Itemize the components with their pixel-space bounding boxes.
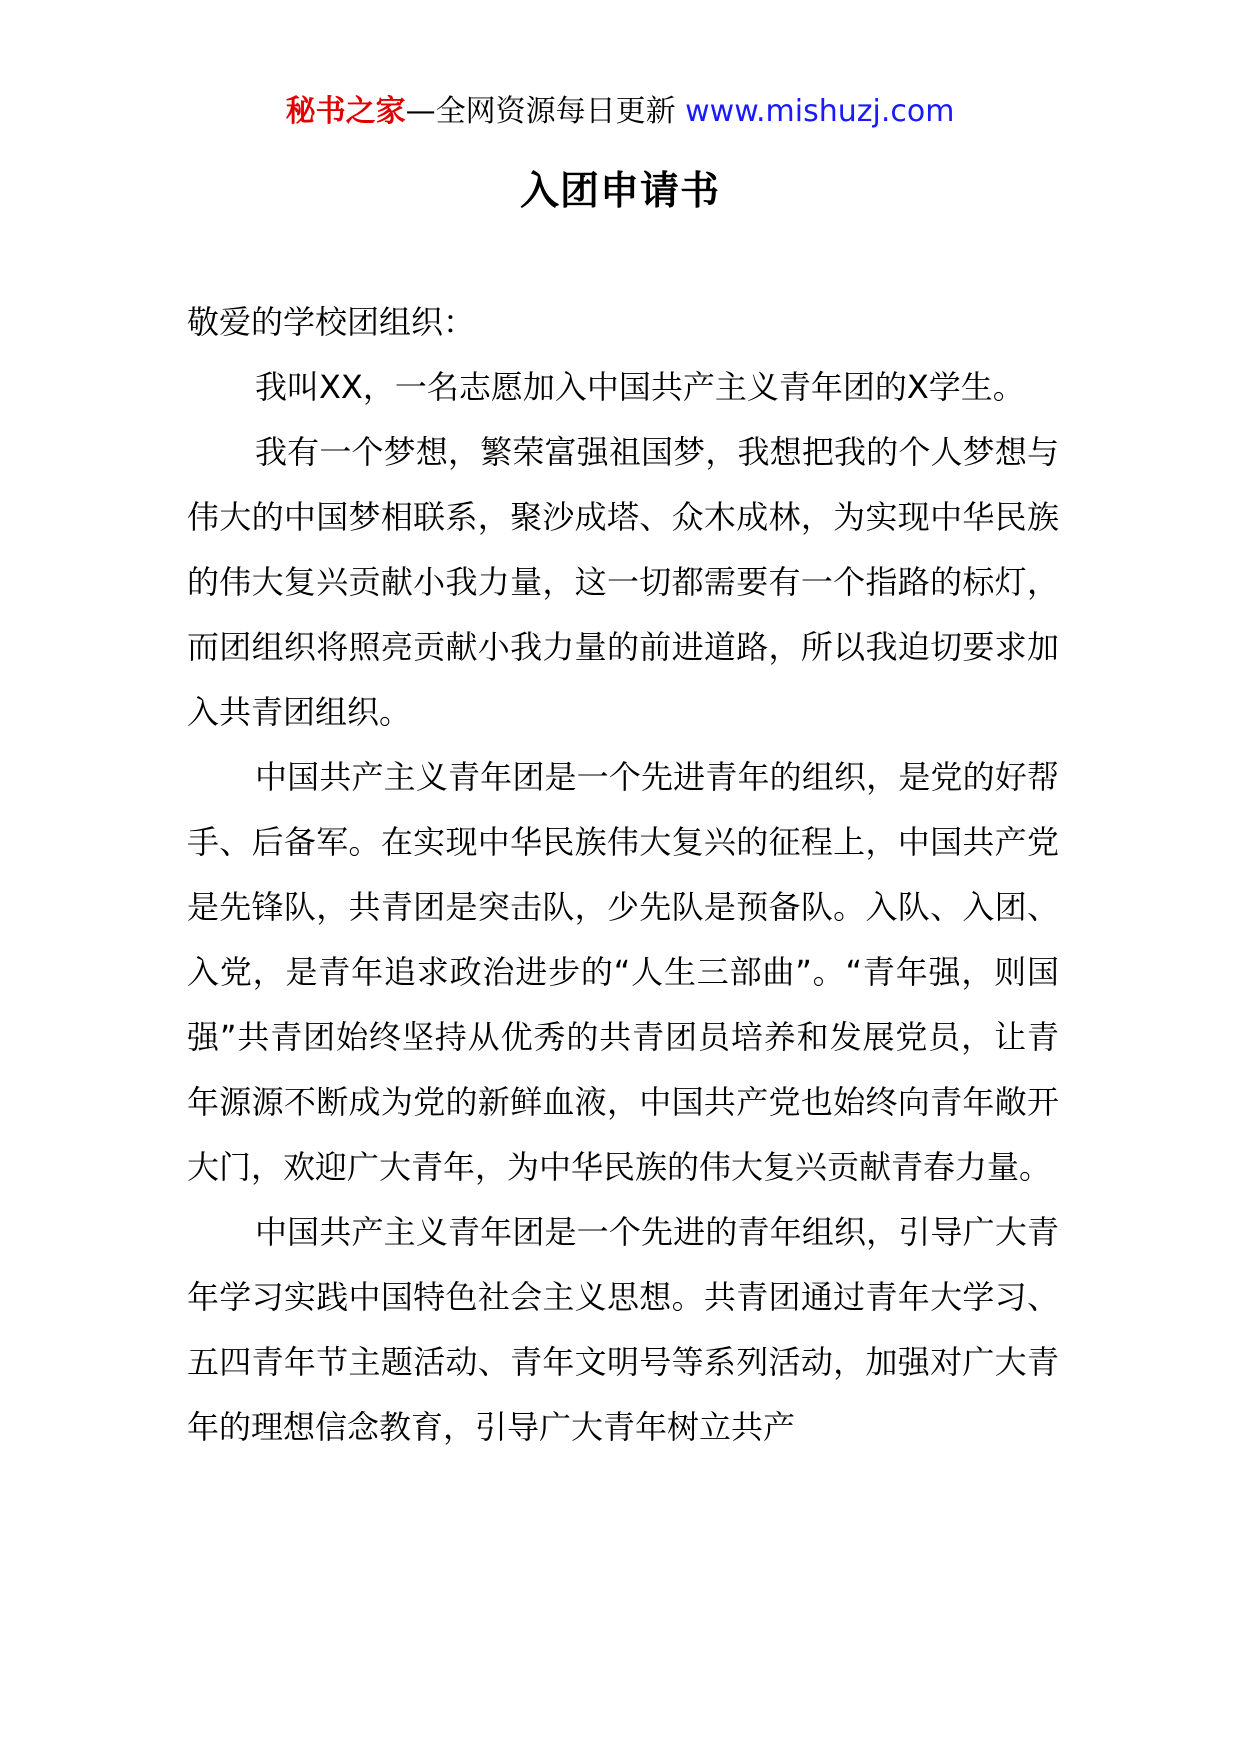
site-header — [0, 90, 1240, 134]
site-url-link[interactable]: www.mishuzj.com — [685, 94, 955, 129]
paragraph-league-role: 中国共产主义青年团是一个先进青年的组织，是党的好帮手、后备军。在实现中华民族伟大复兴的征程上，中国共产党是先锋队，共青团是突击队，少先队是预备队。入队、入团、入党，是青年追求政治进步的“人生三部曲”。“青年强，则国强”共青团始终坚持从优秀的共青团员培养和发展党员，让青年源源不断成为党的新鲜血液，中国共产党也始终向青年敞开大门，欢迎广大青年，为中华民族的伟大复兴贡献青春力量。 — [187, 758, 1059, 1186]
site-brand: 秘书之家 — [285, 94, 406, 129]
paragraph-dream: 我有一个梦想，繁荣富强祖国梦，我想把我的个人梦想与伟大的中国梦相联系，聚沙成塔、众木成林，为实现中华民族的伟大复兴贡献小我力量，这一切都需要有一个指路的标灯，而团组织将照亮贡献小我力量的前进道路，所以我迫切要求加入共青团组织。 — [187, 433, 1059, 731]
document-title: 入团申请书 — [519, 169, 720, 214]
paragraph-league-activities: 中国共产主义青年团是一个先进的青年组织，引导广大青年学习实践中国特色社会主义思想。共青团通过青年大学习、五四青年节主题活动、青年文明号等系列活动，加强对广大青年的理想信念教育，引导广大青年树立共产 — [187, 1213, 1059, 1446]
paragraph-introduction: 我叫XX，一名志愿加入中国共产主义青年团的X学生。 — [255, 368, 1025, 406]
site-tagline: —全网资源每日更新 — [405, 94, 686, 129]
salutation: 敬爱的学校团组织： — [187, 303, 476, 341]
document-body — [187, 290, 1059, 1460]
